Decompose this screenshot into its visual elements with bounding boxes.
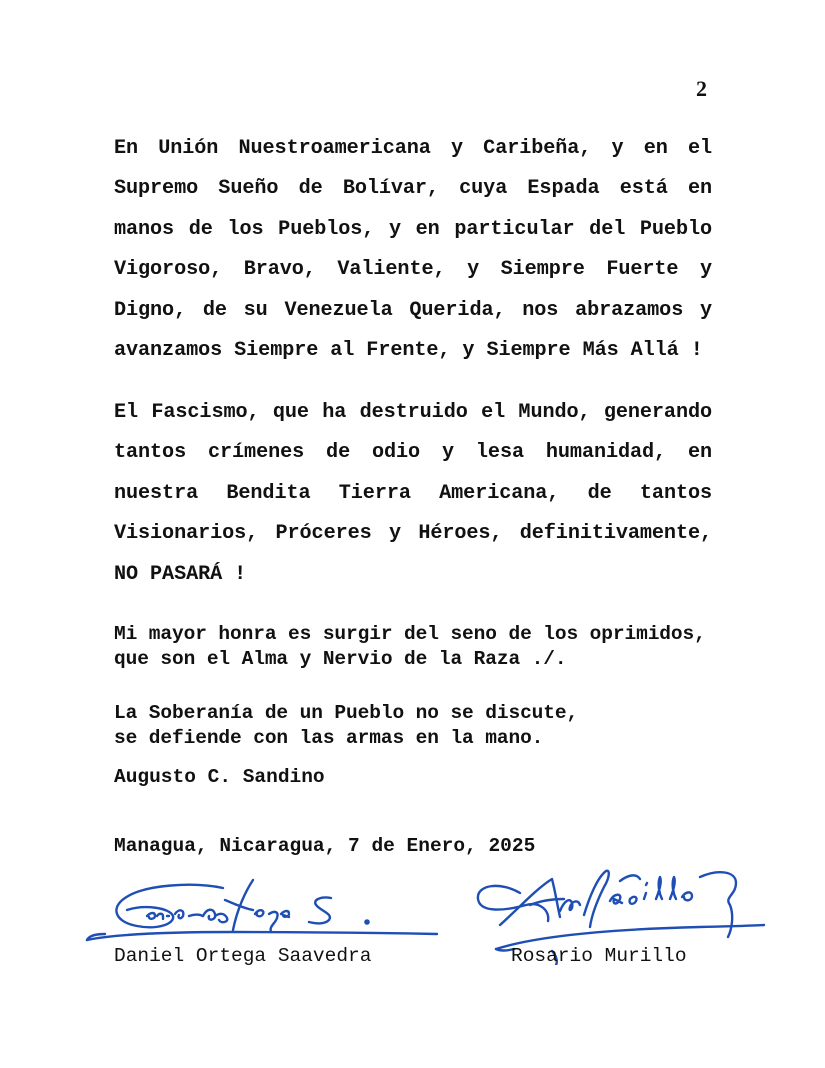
quote-line: La Soberanía de un Pueblo no se discute, [114, 702, 579, 724]
quote-author: Augusto C. Sandino [114, 766, 325, 788]
sandino-quote-honor [114, 622, 706, 672]
place-and-date: Managua, Nicaragua, 7 de Enero, 2025 [114, 835, 536, 857]
signature-daniel-ortega [85, 870, 445, 950]
paragraph-line: El Fascismo, que ha destruido el Mundo, generando [114, 401, 712, 424]
paragraph-line: manos de los Pueblos, y en particular del Pueblo [114, 217, 712, 241]
sandino-quote-sovereignty [114, 701, 578, 751]
paragraph-line: nuestra Bendita Tierra Americana, de tantos [114, 481, 712, 505]
quote-line: Mi mayor honra es surgir del seno de los oprimidos, [114, 623, 706, 645]
signatory-name-left: Daniel Ortega Saavedra [114, 945, 372, 967]
paragraph-line: NO PASARÁ ! [114, 562, 247, 586]
paragraph-line: Vigoroso, Bravo, Valiente, y Siempre Fuerte y [114, 258, 712, 282]
paragraph-line: En Unión Nuestroamericana y Caribeña, y en el [114, 137, 712, 160]
paragraph-fascism [114, 393, 712, 595]
page-number: 2 [696, 76, 707, 101]
signatory-name-right: Rosario Murillo [511, 945, 687, 967]
paragraph-line: Visionarios, Próceres y Héroes, definitivamente, [114, 522, 712, 546]
paragraph-line: tantos crímenes de odio y lesa humanidad, en [114, 441, 712, 465]
paragraph-line: Supremo Sueño de Bolívar, cuya Espada está en [114, 177, 712, 201]
paragraph-line: avanzamos Siempre al Frente, y Siempre Más Allá ! [114, 339, 703, 363]
quote-line: se defiende con las armas en la mano. [114, 727, 544, 749]
paragraph-line: Digno, de su Venezuela Querida, nos abrazamos y [114, 298, 712, 322]
paragraph-union [114, 129, 712, 371]
quote-line: que son el Alma y Nervio de la Raza ./. [114, 648, 567, 670]
